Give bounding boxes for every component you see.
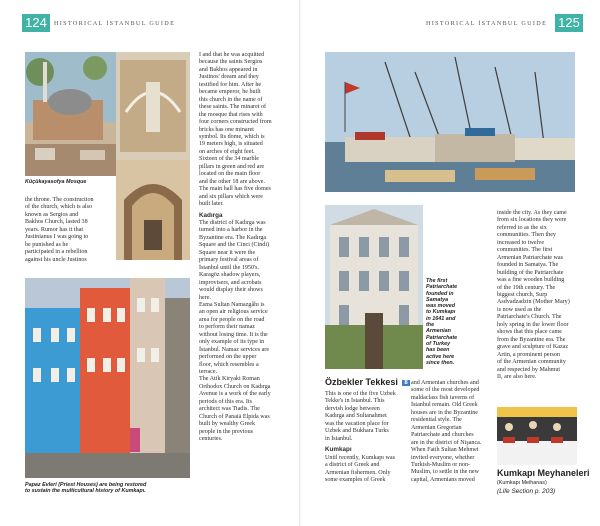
sergios-bakhos-paragraph: I and that he was acquitted because the saints Sergios and Bakhos appeared in Justinos' dream and they testified for him. After he became emperor, he built this church in the name of these saints. The minaret of the mosque that rises with four corners constructed from bricks has one minaret symbol. Its dome, which is 19 meters high, is situated on arches of eight feet. Sixteen of the 34 marble pillars in green and red are located on the main floor and the other 18 are above. The main hall has five domes and six pillars which were built later. [199, 52, 272, 208]
right-page-col-a [325, 391, 399, 484]
left-page-right-column [199, 52, 295, 444]
mosque-arch-interior-photo [116, 160, 190, 260]
kumkapi-meyhaneleri-heading: Kumkapı Meyhaneleri [497, 468, 590, 478]
kumkapi-paragraph: Until recently, Kumkapı was a district of Greek and Armenian fishermen. Only some examples of Greek [325, 454, 396, 483]
kumkapi-meyhane-photo [497, 407, 577, 465]
priest-houses-photo [25, 278, 190, 478]
right-running-head: HISTORICAL İSTANBUL GUIDE [426, 20, 548, 27]
mosque-interior-photo [116, 52, 190, 160]
armenian-patriarchate-photo [325, 205, 423, 369]
right-page-col-b: and Armenian churches and some of the most developed maldaclass fish taverns of İstanbul remain. Old Greek houses are in the Byzantine residential style. The Armenian Gregorian Patriarchate and churches are in the district of Nişanca. When Fatih Sultan Mehmet invited everyone, whether Turkish-Muslim or non- Muslim, to settle in the new capital, Armenians moved [411, 380, 482, 483]
kumkapi-harbor-photo [325, 52, 575, 192]
patriarchate-caption: The first Patriarchate founded in Samatya was moved to Kumkapı in 1641 and the Armenian Patriarchate of Turkey has been active here since then. [426, 278, 458, 366]
location-badge: 8 [404, 379, 408, 386]
kadirga-heading: Kadırga [199, 211, 223, 219]
left-running-head: HISTORICAL İSTANBUL GUIDE [54, 20, 176, 27]
kumkapi-heading: Kumkapı [325, 446, 352, 454]
ozbekler-paragraph: This is one of the five Uzbek Tekke's in İstanbul. This dervish lodge between Kadırga and Sultanahmet was the vacation place for Uzbek and Bukhara Turks in İstanbul. [325, 391, 396, 442]
left-page-number: 124 [22, 14, 50, 32]
page-gutter [299, 0, 301, 526]
right-page-number: 125 [555, 14, 583, 32]
kadirga-paragraph: The district of Kadırga was turned into a harbor in the Byzantine era. The Kadırga Square and the Cinci (Cindi) Square near it were the primary festival areas of İstanbul until the 1950's. Karagöz shadow players, improvisers, and acrobats would display their shows here. Esma Sultan Namazgâhı is an open air religious service area for people on the road to perform their namaz without losing time. It is the only example of its type in İstanbul. Namaz services are performed on the upper floor, which resembles a terrace. The Atik Kiryaki Roman Orthodox Church on Kadırga Avenue is a work of the early periods of this era. Its architect was Tiadis. The Church of Panaiā Elpida was built by wealthy Greek people in the previous centuries. [199, 219, 271, 443]
right-page-col-c: inside the city. As they came from six locations they were referred to as the six communities. Then they increased to twelve communities. The first Armenian Patriarchate was founded in Samatya. The building of the Patriarchate was a fine wooden building of the 19th century. The biggest church, Surp Asdvadzadzin (Mother Mary) is now used as the Patriarchate's Church. The holy spring in the lower floor shows that this place came from the Byzantine era. The grave and sculpture of Kazaz Artin, a prominent person of the Armenian community and respected by Mahmut II, are also here. [497, 210, 570, 380]
priest-houses-caption: Papaz Evleri (Priest Houses) are being restored to sustain the multicultural history of Kumkapı. [25, 482, 147, 495]
left-column-text: the throne. The construction of the church, which is also known as Sergios and Bakhos Church, lasted 38 years. Rumor has it that Justinianus I was going to be punished as he participated in a rebellion against his uncle Justinos [25, 197, 94, 263]
mosque-caption: Küçükayasofya Mosque [25, 179, 87, 185]
ozbekler-tekkesi-heading: Özbekler Tekkesi 8 [325, 377, 408, 387]
life-section-reference[interactable]: (Life Section p. 203) [497, 488, 556, 495]
kucukayasofya-mosque-photo [25, 52, 116, 176]
meyhane-subtitle: (Kumkapı Meihanas) [497, 480, 547, 486]
